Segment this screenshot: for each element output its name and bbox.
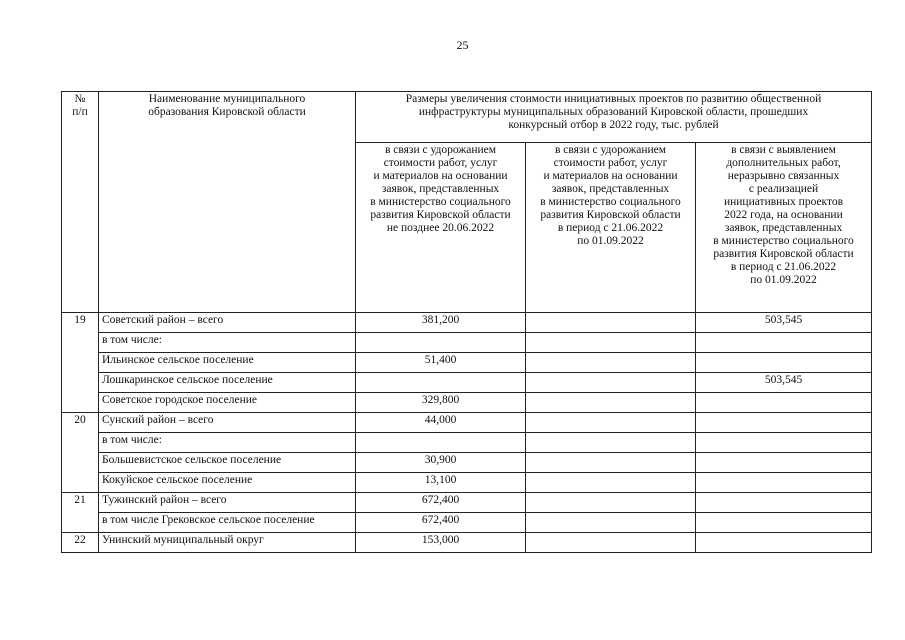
table-row <box>62 473 872 493</box>
table-row <box>62 393 872 413</box>
value-col-b <box>526 313 696 333</box>
value-col-c <box>696 533 872 553</box>
header-number: № п/п <box>62 92 99 313</box>
value-col-a: 672,400 <box>356 513 526 533</box>
table-row <box>62 313 872 333</box>
value-col-c <box>696 453 872 473</box>
table-row <box>62 493 872 513</box>
municipality-name: Советское городское поселение <box>99 393 356 413</box>
value-col-b <box>526 413 696 433</box>
table-row <box>62 413 872 433</box>
value-col-b <box>526 393 696 413</box>
municipality-name: в том числе Грековское сельское поселение <box>99 513 356 533</box>
row-number: 21 <box>62 493 99 533</box>
value-col-c: 503,545 <box>696 373 872 393</box>
value-col-a: 13,100 <box>356 473 526 493</box>
table-row <box>62 533 872 553</box>
municipality-name: Большевистское сельское поселение <box>99 453 356 473</box>
municipality-name: в том числе: <box>99 433 356 453</box>
value-col-c: 503,545 <box>696 313 872 333</box>
row-number: 19 <box>62 313 99 413</box>
municipality-name: Сунский район – всего <box>99 413 356 433</box>
municipality-name: в том числе: <box>99 333 356 353</box>
municipality-name: Лошкаринское сельское поселение <box>99 373 356 393</box>
value-col-b <box>526 493 696 513</box>
table-row <box>62 513 872 533</box>
header-col-a: в связи с удорожанием стоимости работ, услуг и материалов на основании заявок, представленных в министерство социального развития Кировской области не позднее 20.06.2022 <box>356 143 526 313</box>
value-col-b <box>526 433 696 453</box>
page-number: 25 <box>456 38 469 52</box>
value-col-b <box>526 453 696 473</box>
value-col-b <box>526 373 696 393</box>
value-col-b <box>526 513 696 533</box>
value-col-c <box>696 333 872 353</box>
value-col-c <box>696 513 872 533</box>
table-row <box>62 453 872 473</box>
municipality-name: Тужинский район – всего <box>99 493 356 513</box>
value-col-a <box>356 373 526 393</box>
value-col-a: 51,400 <box>356 353 526 373</box>
value-col-b <box>526 353 696 373</box>
value-col-b <box>526 533 696 553</box>
table-row <box>62 353 872 373</box>
value-col-a: 329,800 <box>356 393 526 413</box>
municipality-name: Кокуйское сельское поселение <box>99 473 356 493</box>
value-col-b <box>526 333 696 353</box>
municipality-name: Ильинское сельское поселение <box>99 353 356 373</box>
value-col-c <box>696 353 872 373</box>
municipality-name: Унинский муниципальный округ <box>99 533 356 553</box>
value-col-a: 30,900 <box>356 453 526 473</box>
value-col-c <box>696 473 872 493</box>
value-col-b <box>526 473 696 493</box>
municipality-name: Советский район – всего <box>99 313 356 333</box>
data-table <box>61 91 872 553</box>
row-number: 22 <box>62 533 99 553</box>
value-col-c <box>696 433 872 453</box>
value-col-a: 44,000 <box>356 413 526 433</box>
table-row <box>62 373 872 393</box>
value-col-c <box>696 493 872 513</box>
header-cost-increase: Размеры увеличения стоимости инициативных проектов по развитию общественной инфраструктуры муниципальных образований Кировской области, прошедших конкурсный отбор в 2022 году, тыс. рублей <box>356 92 872 143</box>
value-col-c <box>696 413 872 433</box>
value-col-a: 381,200 <box>356 313 526 333</box>
table-row <box>62 333 872 353</box>
value-col-a: 153,000 <box>356 533 526 553</box>
header-col-b: в связи с удорожанием стоимости работ, услуг и материалов на основании заявок, представленных в министерство социального развития Кировской области в период с 21.06.2022 по 01.09.2022 <box>526 143 696 313</box>
table-header-row <box>62 92 872 143</box>
value-col-c <box>696 393 872 413</box>
header-col-c: в связи с выявлением дополнительных работ, неразрывно связанных с реализацией инициативных проектов 2022 года, на основании заявок, представленных в министерство социального развития Кировской области в период с 21.06.2022 по 01.09.2022 <box>696 143 872 313</box>
value-col-a <box>356 433 526 453</box>
value-col-a: 672,400 <box>356 493 526 513</box>
value-col-a <box>356 333 526 353</box>
row-number: 20 <box>62 413 99 493</box>
table-row <box>62 433 872 453</box>
header-municipality: Наименование муниципального образования Кировской области <box>99 92 356 313</box>
